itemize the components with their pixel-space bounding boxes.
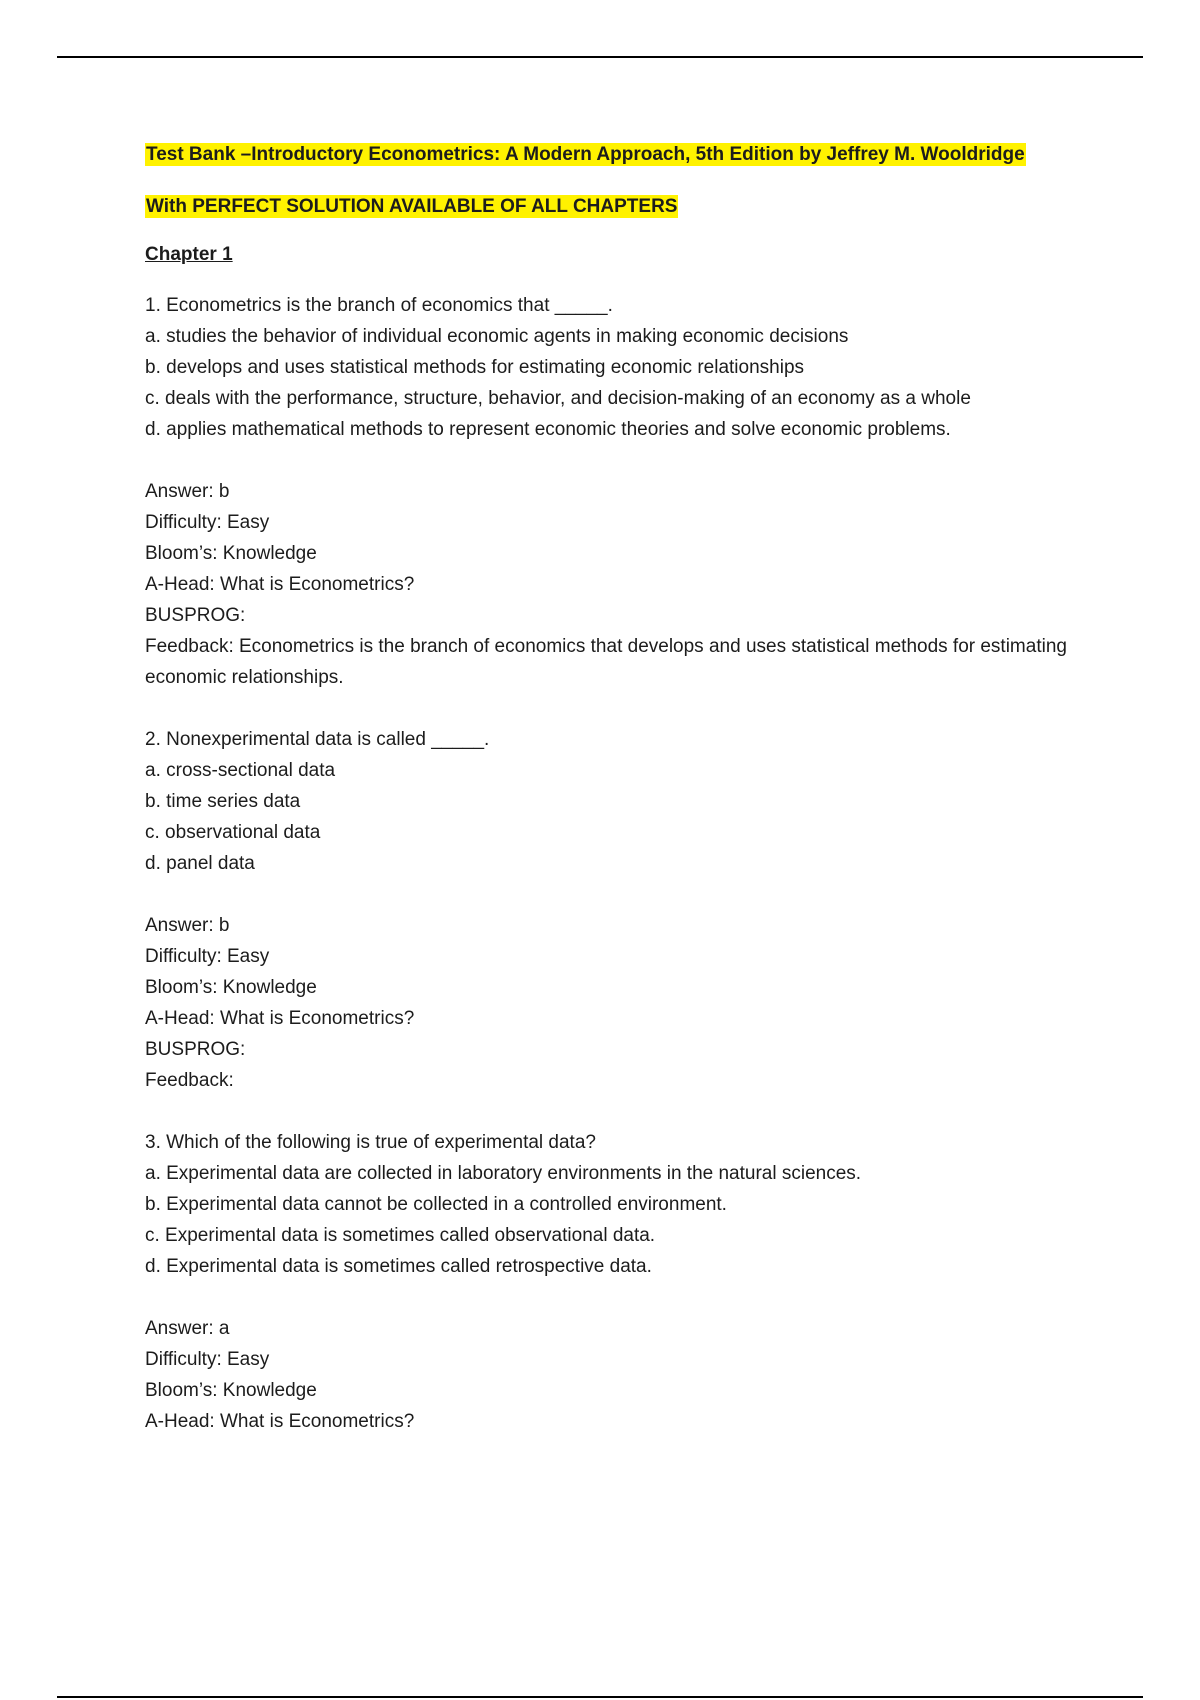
spacer xyxy=(145,1282,1085,1313)
answer-option: d. applies mathematical methods to represent economic theories and solve economic problems. xyxy=(145,419,951,440)
a-head: A-Head: What is Econometrics? xyxy=(145,574,415,595)
answer-option: c. deals with the performance, structure, behavior, and decision-making of an economy as a whole xyxy=(145,388,971,409)
feedback: Feedback: xyxy=(145,1070,234,1091)
answer-key: Answer: a xyxy=(145,1318,230,1339)
question-block xyxy=(145,724,1085,1127)
question-text: 1. Econometrics is the branch of economics that _____. xyxy=(145,295,613,316)
difficulty: Difficulty: Easy xyxy=(145,1349,270,1370)
feedback: Feedback: Econometrics is the branch of economics that develops and uses statistical methods for estimating economic relationships. xyxy=(145,636,1067,688)
a-head: A-Head: What is Econometrics? xyxy=(145,1008,415,1029)
bottom-rule xyxy=(57,1696,1143,1698)
question-text: 2. Nonexperimental data is called _____. xyxy=(145,729,490,750)
answer-option: b. Experimental data cannot be collected in a controlled environment. xyxy=(145,1194,727,1215)
question-block xyxy=(145,1127,1085,1437)
answer-option: a. cross-sectional data xyxy=(145,760,336,781)
answer-key: Answer: b xyxy=(145,481,230,502)
answer-option: c. observational data xyxy=(145,822,321,843)
answer-option: b. time series data xyxy=(145,791,301,812)
blooms-level: Bloom’s: Knowledge xyxy=(145,543,317,564)
blooms-level: Bloom’s: Knowledge xyxy=(145,977,317,998)
difficulty: Difficulty: Easy xyxy=(145,946,270,967)
answer-key: Answer: b xyxy=(145,915,230,936)
spacer xyxy=(145,693,1085,724)
top-rule xyxy=(57,56,1143,58)
question-text: 3. Which of the following is true of experimental data? xyxy=(145,1132,596,1153)
chapter-heading: Chapter 1 xyxy=(145,244,233,265)
document-title: Test Bank –Introductory Econometrics: A Modern Approach, 5th Edition by Jeffrey M. Wooldridge xyxy=(146,144,1025,165)
spacer xyxy=(145,445,1085,476)
answer-option: a. studies the behavior of individual economic agents in making economic decisions xyxy=(145,326,849,347)
difficulty: Difficulty: Easy xyxy=(145,512,270,533)
document-subtitle: With PERFECT SOLUTION AVAILABLE OF ALL CHAPTERS xyxy=(146,196,678,217)
answer-option: b. develops and uses statistical methods for estimating economic relationships xyxy=(145,357,805,378)
spacer xyxy=(145,1096,1085,1127)
busprog: BUSPROG: xyxy=(145,1039,246,1060)
document-body xyxy=(145,143,1085,1437)
blooms-level: Bloom’s: Knowledge xyxy=(145,1380,317,1401)
question-block xyxy=(145,290,1085,724)
answer-option: d. Experimental data is sometimes called retrospective data. xyxy=(145,1256,652,1277)
busprog: BUSPROG: xyxy=(145,605,246,626)
answer-option: c. Experimental data is sometimes called observational data. xyxy=(145,1225,656,1246)
a-head: A-Head: What is Econometrics? xyxy=(145,1411,415,1432)
spacer xyxy=(145,879,1085,910)
answer-option: a. Experimental data are collected in laboratory environments in the natural sciences. xyxy=(145,1163,862,1184)
answer-option: d. panel data xyxy=(145,853,255,874)
